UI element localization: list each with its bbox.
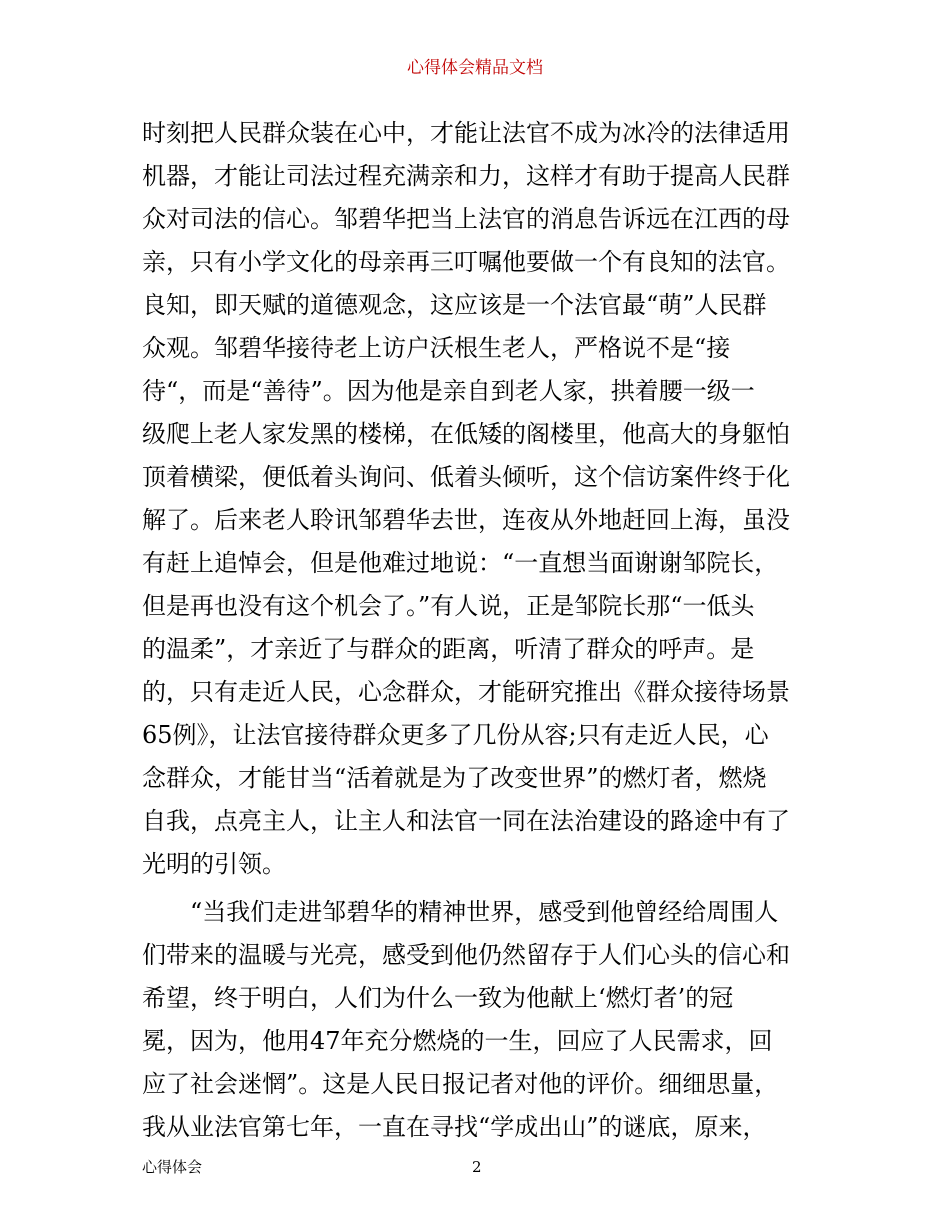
text-line-indented: “当我们走进邹碧华的精神世界，感受到他曾经给周围人 xyxy=(190,898,779,926)
text-line: 众观。邹碧华接待老上访户沃根生老人，严格说不是“接 xyxy=(142,334,731,362)
text-line: 顶着横梁，便低着头询问、低着头倾听，这个信访案件终于化 xyxy=(142,463,790,491)
text-line: 我从业法官第七年，一直在寻找“学成出山”的谜底，原来， xyxy=(142,1113,767,1141)
text-line: 解了。后来老人聆讯邹碧华去世，连夜从外地赶回上海，虽没 xyxy=(142,506,790,534)
text-line: 们带来的温暖与光亮，感受到他仍然留存于人们心头的信心和 xyxy=(142,941,790,969)
paragraph-2 xyxy=(142,891,810,1149)
text-line: 时刻把人民群众装在心中，才能让法官不成为冰冷的法律适用 xyxy=(142,119,790,147)
page-header-title: 心得体会精品文档 xyxy=(407,58,543,78)
page-number: 2 xyxy=(472,1158,482,1176)
document-body xyxy=(142,112,810,1149)
text-line: 65例》，让法官接待群众更多了几份从容;只有走近人民，心 xyxy=(142,721,769,749)
text-line: 但是再也没有这个机会了。”有人说，正是邹院长那“一低头 xyxy=(142,592,755,620)
text-line: 念群众，才能甘当“活着就是为了改变世界”的燃灯者，燃烧 xyxy=(142,764,767,792)
paragraph-1 xyxy=(142,112,810,886)
footer-label: 心得体会 xyxy=(142,1158,203,1176)
text-line: 自我，点亮主人，让主人和法官一同在法治建设的路途中有了 xyxy=(142,807,790,835)
text-line: 级爬上老人家发黑的楼梯，在低矮的阁楼里，他高大的身躯怕 xyxy=(142,420,790,448)
text-line: 应了社会迷惘”。这是人民日报记者对他的评价。细细思量， xyxy=(142,1070,779,1098)
text-line: 有赶上追悼会，但是他难过地说：“一直想当面谢谢邹院长， xyxy=(142,549,779,577)
text-line: 的，只有走近人民，心念群众，才能研究推出《群众接待场景 xyxy=(142,678,790,706)
text-line: 机器，才能让司法过程充满亲和力，这样才有助于提高人民群 xyxy=(142,162,790,190)
text-line: 众对司法的信心。邹碧华把当上法官的消息告诉远在江西的母 xyxy=(142,205,790,233)
text-line: 良知，即天赋的道德观念，这应该是一个法官最“萌”人民群 xyxy=(142,291,767,319)
text-line: 光明的引领。 xyxy=(142,850,286,878)
text-line: 希望，终于明白，人们为什么一致为他献上‘燃灯者’的冠 xyxy=(142,984,734,1012)
page-footer xyxy=(142,1156,810,1178)
text-line: 冕，因为，他用47年充分燃烧的一生，回应了人民需求，回 xyxy=(142,1027,773,1055)
text-line: 的温柔”，才亲近了与群众的距离，听清了群众的呼声。是 xyxy=(142,635,755,663)
text-line: 亲，只有小学文化的母亲再三叮嘱他要做一个有良知的法官。 xyxy=(142,248,790,276)
text-line: 待“，而是“善待”。因为他是亲自到老人家，拱着腰一级一 xyxy=(142,377,755,405)
